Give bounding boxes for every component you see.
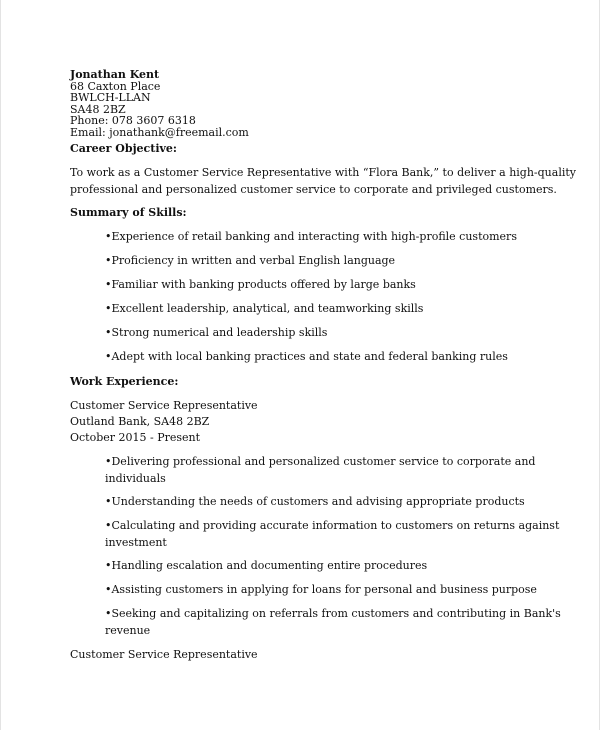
job-duty — [105, 583, 537, 601]
skills-heading: Summary of Skills: — [70, 206, 187, 219]
job-duty — [105, 519, 560, 553]
job-duty — [105, 560, 525, 577]
job-1-header — [70, 400, 258, 448]
job-duty-line: •Calculating and providing accurate information to customers on returns against — [105, 519, 560, 532]
job-duty-line: •Understanding the needs of customers and advising appropriate products — [105, 495, 525, 508]
address-line-1: 68 Caxton Place — [70, 79, 161, 93]
job-duty — [105, 455, 536, 489]
contact-block — [70, 69, 249, 138]
skill-item: •Strong numerical and leadership skills — [105, 326, 328, 339]
skill-item: •Experience of retail banking and interacting with high-profile customers — [105, 230, 517, 243]
job-duty-line: •Handling escalation and documenting entire procedures — [105, 559, 428, 572]
job-company: Outland Bank, SA48 2BZ — [70, 415, 210, 428]
career-objective-line: professional and personalized customer service to corporate and privileged customers. — [70, 182, 557, 196]
job-2-header — [70, 649, 258, 665]
skill-item: •Familiar with banking products offered by large banks — [105, 278, 416, 291]
job-title: Customer Service Representative — [70, 399, 258, 412]
skill-item: •Excellent leadership, analytical, and teamworking skills — [105, 302, 424, 315]
job-duty-line: •Delivering professional and personalized customer service to corporate and — [105, 455, 536, 468]
job-duty-line: investment — [105, 535, 167, 549]
email: Email: jonathank@freemail.com — [70, 125, 249, 139]
job-duty-line: •Seeking and capitalizing on referrals from customers and contributing in Bank's — [105, 607, 561, 620]
career-objective-line: To work as a Customer Service Representative with “Flora Bank,” to deliver a high-quality — [70, 166, 576, 179]
skill-item: •Adept with local banking practices and state and federal banking rules — [105, 350, 508, 363]
career-objective-heading: Career Objective: — [70, 142, 177, 155]
phone: Phone: 078 3607 6318 — [70, 114, 196, 127]
job-duty — [105, 496, 525, 513]
job-dates: October 2015 - Present — [70, 431, 201, 444]
job-duty — [105, 607, 561, 641]
skill-item: •Proficiency in written and verbal English language — [105, 254, 396, 267]
job-duty-line: •Assisting customers in applying for loans for personal and business purpose — [105, 583, 537, 596]
job-duty-line: revenue — [105, 623, 151, 637]
job-duty-line: individuals — [105, 471, 166, 485]
job-title: Customer Service Representative — [70, 648, 258, 661]
career-objective-text — [70, 166, 576, 200]
work-experience-heading: Work Experience: — [70, 375, 179, 388]
address-line-2: BWLCH-LLAN — [70, 91, 151, 104]
candidate-name: Jonathan Kent — [70, 68, 160, 81]
postcode: SA48 2BZ — [70, 102, 126, 116]
